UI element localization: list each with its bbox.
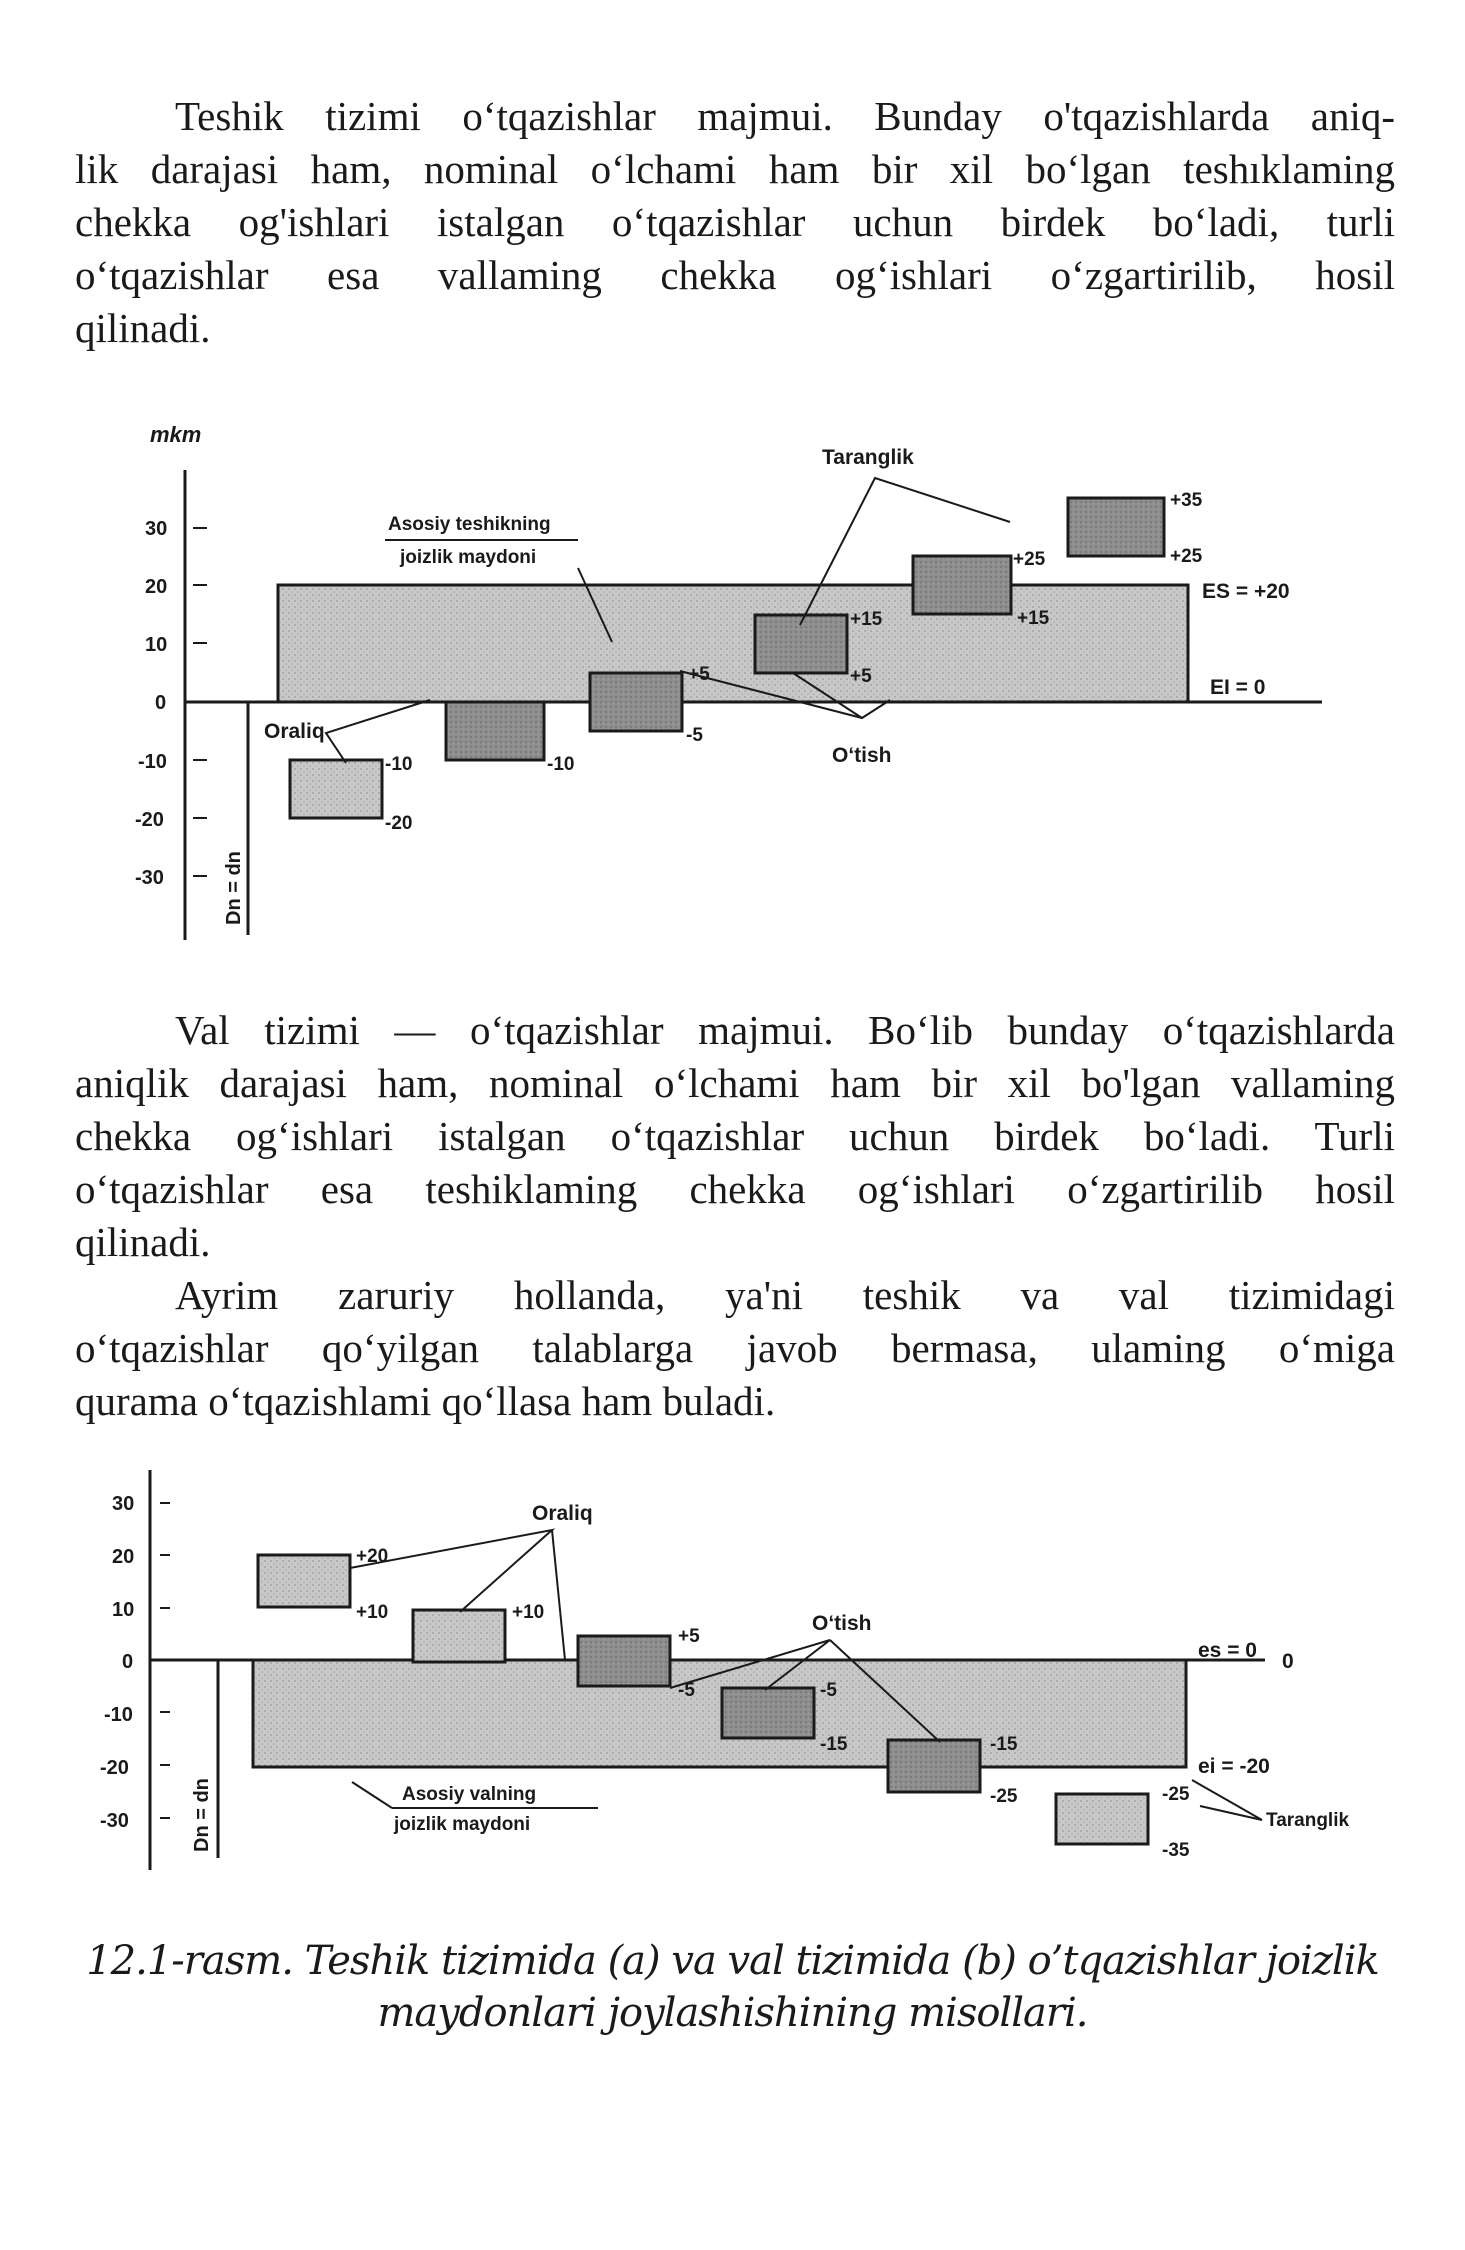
es-label: es = 0: [1198, 1639, 1257, 1662]
paragraph-1: [75, 90, 1395, 355]
text-line: o‘tqazishlar esa teshiklaming chekka og‘ishlari o‘zgartirilib hosil: [75, 1166, 1395, 1212]
leader-line: [552, 1530, 565, 1660]
y-tick-label: 30: [145, 518, 168, 540]
text-line: Val tizimi — o‘tqazishlar majmui. Bo‘lib bunday o‘tqazishlarda: [175, 1007, 1395, 1053]
text-line: o‘tqazishlar qo‘yilgan talablarga javob bermasa, ulaming o‘miga: [75, 1325, 1395, 1371]
hole-field-box: [722, 1688, 814, 1738]
tight-label: Taranglik: [1266, 1810, 1350, 1831]
text-line: chekka og‘ishlari istalgan o‘tqazishlar uchun birdek bo‘ladi. Turli: [75, 1113, 1395, 1159]
figure-a-hole-system: [0, 410, 1465, 950]
hole-field-box: [888, 1740, 980, 1792]
figure-caption: [0, 1935, 1465, 2039]
base-field-label: Asosiy teshikning: [388, 514, 551, 535]
hole-field-box: [578, 1636, 670, 1686]
value-label: +5: [850, 666, 872, 687]
shaft-field-box: [290, 760, 382, 818]
value-label: -20: [385, 813, 413, 834]
leader-line: [350, 1530, 552, 1612]
value-label: +20: [356, 1546, 389, 1567]
y-tick-label: 10: [112, 1599, 135, 1621]
value-label: +5: [678, 1626, 700, 1647]
value-label: +10: [356, 1602, 389, 1623]
y-tick-label: 0: [155, 692, 167, 714]
text-line: aniqlik darajasi ham, nominal o‘lchami ham bir xil bo'lgan vallaming: [75, 1060, 1395, 1106]
hole-field-box: [413, 1610, 505, 1662]
zero-label: 0: [1282, 1650, 1294, 1673]
ei-label: EI = 0: [1210, 676, 1266, 699]
text-line: qilinadi.: [75, 1219, 211, 1265]
text-line: qurama o‘tqazishlami qo‘llasa ham buladi.: [75, 1378, 776, 1424]
y-tick-label: 10: [145, 634, 168, 656]
y-tick-label: 30: [112, 1493, 135, 1515]
paragraph-2: [75, 1004, 1395, 1269]
nominal-size-label: Dn = dn: [223, 851, 245, 925]
text-line: qilinadi.: [75, 305, 211, 351]
base-field-label: joizlik maydoni: [394, 1814, 531, 1835]
value-label: -10: [385, 754, 413, 775]
y-tick-label: 20: [145, 576, 168, 598]
value-label: +25: [1170, 546, 1203, 567]
y-tick-label: -20: [135, 809, 164, 831]
figure-b-shaft-system: [0, 1470, 1465, 1910]
shaft-field-box: [446, 702, 544, 760]
hole-field-box: [258, 1555, 350, 1607]
nominal-size-label: Dn = dn: [191, 1778, 213, 1852]
shaft-tolerance-field: [253, 1660, 1186, 1767]
clear-label: Oraliq: [264, 720, 325, 743]
value-label: -5: [686, 725, 703, 746]
base-field-label: joizlik maydoni: [400, 547, 537, 568]
y-tick-label: -10: [138, 751, 167, 773]
value-label: -5: [820, 1680, 837, 1701]
shaft-field-box: [590, 673, 682, 731]
value-label: -5: [678, 1680, 695, 1701]
y-tick-label: 0: [122, 1651, 134, 1673]
y-tick-label: -20: [100, 1757, 129, 1779]
value-label: -25: [990, 1786, 1018, 1807]
value-label: +10: [512, 1602, 545, 1623]
tight-label: Taranglik: [822, 446, 914, 469]
y-tick-label: -30: [135, 867, 164, 889]
value-label: +15: [1017, 608, 1050, 629]
shaft-field-box: [913, 556, 1011, 614]
transition-label: O‘tish: [832, 744, 892, 767]
unit-label: mkm: [150, 422, 202, 447]
value-label: +35: [1170, 490, 1203, 511]
value-label: -25: [1162, 1784, 1190, 1805]
shaft-field-box: [1068, 498, 1164, 556]
base-field-label: Asosiy valning: [402, 1784, 537, 1805]
y-tick-label: 20: [112, 1546, 135, 1568]
paragraph-3: [75, 1269, 1395, 1428]
caption-line: maydonlari joylashishining misollari.: [377, 1990, 1088, 2036]
text-line: Ayrim zaruriy hollanda, ya'ni teshik va val tizimidagi: [175, 1272, 1395, 1318]
y-tick-label: -30: [100, 1810, 129, 1832]
es-label: ES = +20: [1202, 580, 1290, 603]
value-label: +25: [1013, 549, 1046, 570]
value-label: +5: [688, 664, 710, 685]
leader-line: [352, 1782, 392, 1808]
y-tick-label: -10: [104, 1704, 133, 1726]
transition-label: O‘tish: [812, 1612, 872, 1635]
value-label: -35: [1162, 1840, 1190, 1861]
caption-line: 12.1-rasm. Teshik tizimida (a) va val tizimida (b) o’tqazishlar joizlik: [86, 1938, 1379, 1984]
text-line: chekka og'ishlari istalgan o‘tqazishlar uchun birdek bo‘ladi, turli: [75, 199, 1395, 245]
value-label: +15: [850, 609, 883, 630]
value-label: -15: [990, 1734, 1018, 1755]
hole-field-box: [1056, 1794, 1148, 1844]
text-line: lik darajasi ham, nominal o‘lchami ham bir xil bo‘lgan teshıklaming: [75, 146, 1395, 192]
value-label: -10: [547, 754, 575, 775]
text-line: Teshik tizimi o‘tqazishlar majmui. Bunday o'tqazishlarda aniq-: [175, 93, 1395, 139]
value-label: -15: [820, 1734, 848, 1755]
leader-line: [1192, 1780, 1262, 1820]
ei-label: ei = -20: [1198, 1755, 1270, 1778]
leader-line: [326, 700, 430, 763]
text-line: o‘tqazishlar esa vallaming chekka og‘ishlari o‘zgartirilib, hosil: [75, 252, 1395, 298]
clear-label: Oraliq: [532, 1502, 593, 1525]
